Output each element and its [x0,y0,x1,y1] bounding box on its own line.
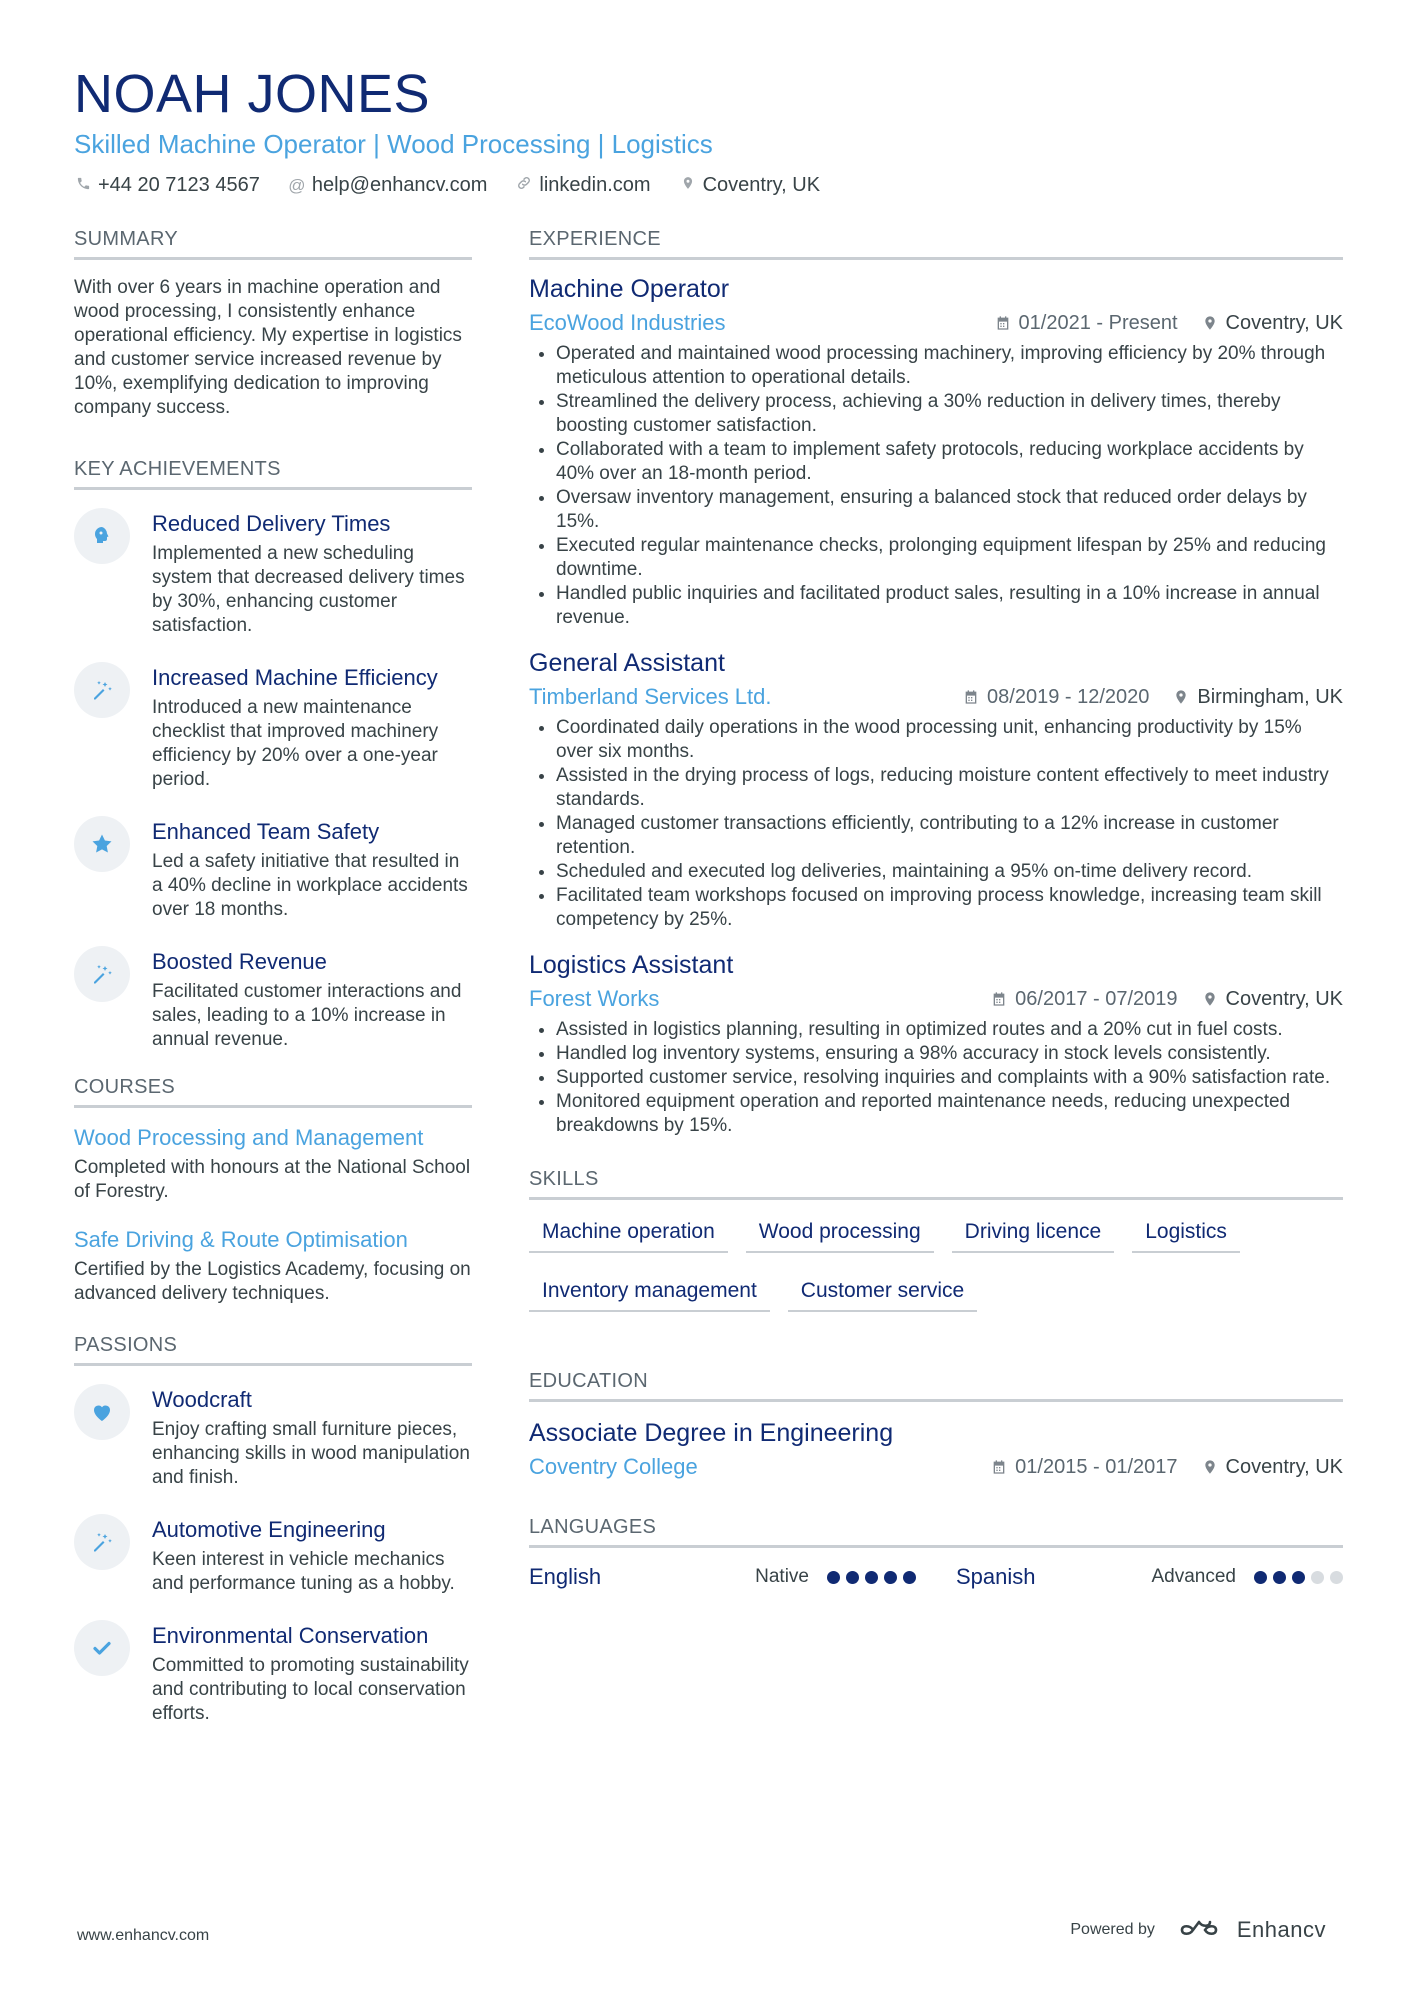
achievement-item [74,508,472,638]
skill-tag: Inventory management [529,1275,770,1312]
language-name: Spanish [956,1564,1036,1589]
languages-list [529,1564,1343,1590]
language-level: Advanced [1151,1566,1236,1587]
proficiency-dot-filled [1292,1571,1305,1584]
language-item [529,1564,916,1590]
job-meta [991,988,1343,1011]
wand-icon [74,1514,130,1570]
course-title: Wood Processing and Management [74,1125,424,1150]
job-company: Timberland Services Ltd. [529,684,772,709]
tagline: Skilled Machine Operator | Wood Processing | Logistics [74,129,713,159]
course-title: Safe Driving & Route Optimisation [74,1227,408,1252]
passion-desc: Enjoy crafting small furniture pieces, enhancing skills in wood manipulation and finish. [152,1419,470,1488]
proficiency-dot-empty [1330,1571,1343,1584]
achievement-desc: Facilitated customer interactions and sales, leading to a 10% increase in annual revenue. [152,981,462,1050]
education-meta [991,1456,1343,1479]
passion-item [74,1620,472,1726]
language-level: Native [755,1566,809,1587]
achievement-desc: Implemented a new scheduling system that decreased delivery times by 30%, enhancing customer satisfaction. [152,543,465,636]
job-location-text: Coventry, UK [1225,987,1343,1010]
job-bullet: • Assisted in the drying process of logs, reducing moisture content effectively to meet industry standards. [556,764,1343,812]
courses-heading: COURSES [74,1076,472,1108]
experience-section [529,228,1343,1138]
contact-location [679,174,820,197]
achievements-section [74,458,472,1052]
job-bullet: • Monitored equipment operation and reported maintenance needs, reducing unexpected breakdowns by 15%. [556,1090,1343,1138]
job-company: Forest Works [529,986,660,1011]
location-icon [1202,315,1218,331]
brand-name: Enhancv [1236,1917,1326,1942]
passion-item [74,1384,472,1490]
footer-website[interactable]: www.enhancv.com [77,1927,210,1944]
linkedin-text[interactable]: linkedin.com [539,174,651,196]
achievement-item [74,816,472,922]
passion-item [74,1514,472,1596]
calendar-icon [991,991,1007,1007]
job-bullet: • Streamlined the delivery process, achieving a 30% reduction in delivery times, thereby boosting customer satisfaction. [556,390,1343,438]
job-meta [963,686,1343,709]
job-bullet: • Coordinated daily operations in the wood processing unit, enhancing productivity by 15% over six months. [556,716,1343,764]
email-text[interactable]: help@enhancv.com [311,174,488,196]
proficiency-dot-filled [846,1571,859,1584]
calendar-icon [991,1459,1007,1475]
calendar-icon [963,689,979,705]
job-dates-text: 06/2017 - 07/2019 [1015,987,1178,1010]
enhancv-logo[interactable] [1179,1917,1326,1943]
passion-desc: Committed to promoting sustainability and contributing to local conservation efforts. [152,1655,469,1724]
job-bullet: • Managed customer transactions efficiently, contributing to a 12% increase in customer retention. [556,812,1343,860]
proficiency-dot-filled [1254,1571,1267,1584]
star-icon [74,816,130,872]
footer-brand [1070,1917,1326,1943]
job-bullets [529,342,1343,630]
job-location-text: Birmingham, UK [1197,685,1343,708]
job-bullet: • Scheduled and executed log deliveries, maintaining a 95% on-time delivery record. [556,860,1343,884]
language-item [956,1564,1343,1590]
education-section [529,1370,1343,1480]
job-dates [963,686,1149,709]
proficiency-dot-filled [827,1571,840,1584]
passion-desc: Keen interest in vehicle mechanics and performance tuning as a hobby. [152,1549,455,1594]
job-title: Machine Operator [529,275,730,303]
job-subheader [529,684,1343,710]
location-text: Coventry, UK [702,174,821,196]
location-icon [1202,1459,1218,1475]
job-bullet: • Collaborated with a team to implement safety protocols, reducing workplace accidents by 40% over an 18-month period. [556,438,1343,486]
education-subheader [529,1454,1343,1480]
job-bullet: • Oversaw inventory management, ensuring a balanced stock that reduced order delays by 15%. [556,486,1343,534]
job-title: Logistics Assistant [529,951,734,979]
location-icon [679,175,697,196]
job-bullet: • Facilitated team workshops focused on improving process knowledge, increasing team skill competency by 25%. [556,884,1343,932]
languages-section [529,1516,1343,1590]
passion-title: Environmental Conservation [152,1623,429,1648]
job-title: General Assistant [529,649,725,677]
job-bullets [529,1018,1343,1138]
job-location [1173,686,1343,709]
summary-heading: SUMMARY [74,228,472,260]
job-dates-text: 01/2021 - Present [1018,311,1178,334]
achievement-desc: Led a safety initiative that resulted in a 40% decline in workplace accidents over 18 months. [152,851,468,920]
job-entry [529,648,1343,932]
at-icon: @ [288,175,306,195]
contact-linkedin [515,174,650,197]
job-meta [995,312,1343,335]
job-location [1202,312,1343,335]
education-location [1202,1456,1343,1479]
link-icon [515,175,533,196]
brain-icon [74,508,130,564]
job-subheader [529,310,1343,336]
wand-icon [74,946,130,1002]
enhancv-logo-icon [1179,1918,1225,1942]
achievement-item [74,946,472,1052]
job-dates-text: 08/2019 - 12/2020 [987,685,1150,708]
summary-text: With over 6 years in machine operation and wood processing, I consistently enhance operational efficiency. My expertise in logistics and customer service increased revenue by 10%, exemplifying dedication to improving company success. [74,277,462,418]
job-bullet: • Supported customer service, resolving inquiries and complaints with a 90% satisfaction rate. [556,1066,1343,1090]
course-item [74,1226,472,1306]
courses-section [74,1076,472,1306]
achievement-title: Reduced Delivery Times [152,511,391,536]
calendar-icon [995,315,1011,331]
education-dates [991,1456,1177,1479]
course-item [74,1124,472,1204]
job-location [1202,988,1343,1011]
job-entry [529,950,1343,1138]
check-icon [74,1620,130,1676]
achievement-desc: Introduced a new maintenance checklist that improved machinery efficiency by 20% over a one-year period. [152,697,439,790]
passions-section [74,1334,472,1726]
proficiency-dot-empty [1311,1571,1324,1584]
summary-section [74,228,472,420]
job-bullet: • Handled public inquiries and facilitated product sales, resulting in a 10% increase in annual revenue. [556,582,1343,630]
wand-icon [74,662,130,718]
left-column [74,228,472,1750]
contact-email [288,174,488,197]
passions-heading: PASSIONS [74,1334,472,1366]
phone-icon [74,176,92,196]
job-location-text: Coventry, UK [1225,311,1343,334]
candidate-name: NOAH JONES [74,64,431,124]
job-dates [995,312,1178,335]
achievement-title: Increased Machine Efficiency [152,665,438,690]
heart-icon [74,1384,130,1440]
skill-tag: Customer service [788,1275,977,1312]
education-dates-text: 01/2015 - 01/2017 [1015,1455,1178,1478]
proficiency-dot-filled [884,1571,897,1584]
passion-title: Woodcraft [152,1387,252,1412]
skills-section [529,1168,1343,1312]
job-entry [529,274,1343,630]
achievement-title: Enhanced Team Safety [152,819,380,844]
education-location-text: Coventry, UK [1225,1455,1343,1478]
language-name: English [529,1564,602,1589]
skill-tag: Machine operation [529,1216,728,1253]
language-dots [1254,1571,1343,1584]
languages-heading: LANGUAGES [529,1516,1343,1548]
course-desc: Certified by the Logistics Academy, focusing on advanced delivery techniques. [74,1259,471,1304]
skills-list [529,1216,1343,1312]
job-bullet: • Operated and maintained wood processing machinery, improving efficiency by 20% through meticulous attention to operational details. [556,342,1343,390]
job-bullet: • Assisted in logistics planning, resulting in optimized routes and a 20% cut in fuel costs. [556,1018,1343,1042]
job-bullet: • Executed regular maintenance checks, prolonging equipment lifespan by 25% and reducing downtime. [556,534,1343,582]
header [74,64,1344,197]
job-subheader [529,986,1343,1012]
proficiency-dot-filled [865,1571,878,1584]
skill-tag: Driving licence [952,1216,1115,1253]
job-bullet: • Handled log inventory systems, ensuring a 98% accuracy in stock levels consistently. [556,1042,1343,1066]
course-desc: Completed with honours at the National School of Forestry. [74,1157,471,1202]
job-company: EcoWood Industries [529,310,726,335]
proficiency-dot-filled [1273,1571,1286,1584]
language-dots [827,1571,916,1584]
achievement-item [74,662,472,792]
contact-list [74,174,1344,197]
achievements-heading: KEY ACHIEVEMENTS [74,458,472,490]
location-icon [1173,689,1189,705]
job-dates [991,988,1177,1011]
experience-heading: EXPERIENCE [529,228,1343,260]
achievement-title: Boosted Revenue [152,949,327,974]
phone-text[interactable]: +44 20 7123 4567 [98,174,260,196]
proficiency-dot-filled [903,1571,916,1584]
contact-phone [74,174,260,197]
skill-tag: Wood processing [746,1216,934,1253]
education-heading: EDUCATION [529,1370,1343,1402]
location-icon [1202,991,1218,1007]
school-name: Coventry College [529,1454,698,1479]
job-bullets [529,716,1343,932]
skill-tag: Logistics [1132,1216,1240,1253]
skills-heading: SKILLS [529,1168,1343,1200]
degree-title: Associate Degree in Engineering [529,1419,894,1447]
passion-title: Automotive Engineering [152,1517,386,1542]
right-column [529,228,1343,1590]
powered-by-text: Powered by [1070,1921,1155,1938]
